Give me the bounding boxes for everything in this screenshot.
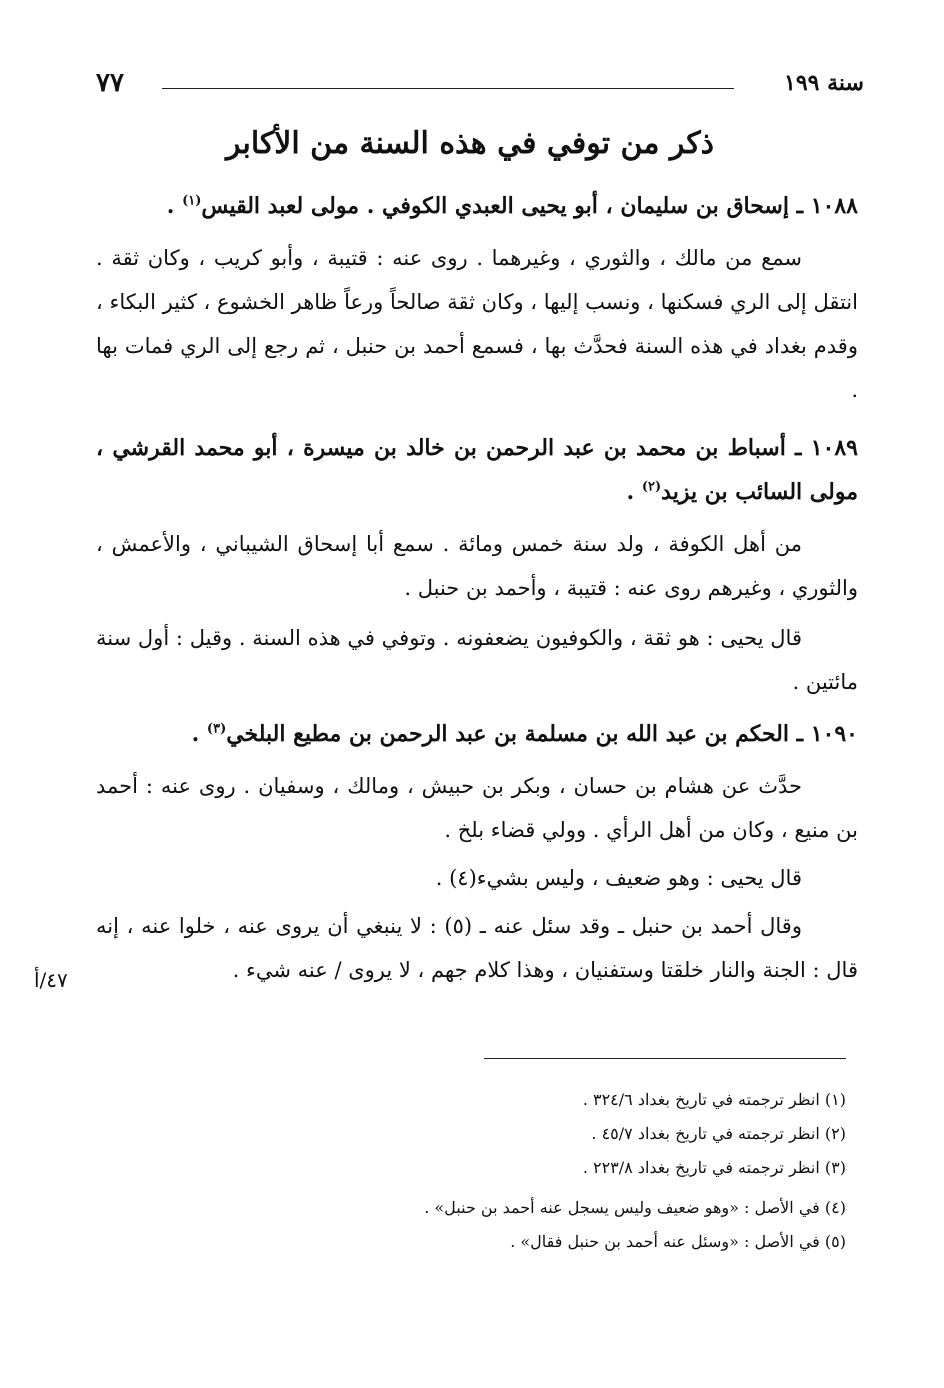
entry-heading: ١٠٨٩ ـ أسباط بن محمد بن عبد الرحمن بن خالد بن ميسرة ، أبو محمد القرشي ، مولى السائب بن يزيد$^{(٢)}$ . [96,435,858,505]
entry-1088 [96,184,858,412]
entry-paragraph: من أهل الكوفة ، ولد سنة خمس ومائة . سمع أبا إسحاق الشيباني ، والأعمش ، والثوري ، وغيرهم روى عنه : قتيبة ، وأحمد بن حنبل . [96,532,858,600]
entry-heading: ١٠٩٠ ـ الحكم بن عبد الله بن مسلمة بن عبد الرحمن بن مطيع البلخي$^{(٣)}$ . [191,721,858,747]
header-year: سنة ١٩٩ [784,70,864,96]
footnote: (١) انظر ترجمته في تاريخ بغداد ٣٢٤/٦ . [582,1090,846,1109]
section-title: ذكر من توفي في هذه السنة من الأكابر [225,126,715,161]
manuscript-folio-note: ٤٧/أ [34,968,68,992]
entry-paragraph: وقال أحمد بن حنبل ـ وقد سئل عنه ـ (٥) : لا ينبغي أن يروى عنه ، خلوا عنه ، إنه قال : الجنة والنار خلقتا وستفنيان ، وهذا كلام جهم ، لا يروى / عنه شيء . [96,914,858,982]
entry-paragraph: قال يحيى : هو ثقة ، والكوفيون يضعفونه . وتوفي في هذه السنة . وقيل : أول سنة مائتين . [96,626,858,694]
footnote-rule [484,1058,846,1059]
header-rule [162,88,734,89]
footnote-ref: (٣) [206,721,227,737]
entry-1090 [96,712,858,992]
footnote: (٣) انظر ترجمته في تاريخ بغداد ٢٢٣/٨ . [582,1158,846,1177]
entry-paragraph: قال يحيى : وهو ضعيف ، وليس بشيء(٤) . [435,866,802,890]
entry-paragraph: سمع من مالك ، والثوري ، وغيرهما . روى عنه : قتيبة ، وأبو كريب ، وكان ثقة . انتقل إلى الري فسكنها ، ونسب إليها ، وكان ثقة صالحاً ورعاً ظاهر الخشوع ، كثير البكاء ، وقدم بغداد في هذه السنة فحدَّث بها ، فسمع أحمد بن حنبل ، ثم رجع إلى الري فمات بها . [96,246,858,402]
footnote: (٢) انظر ترجمته في تاريخ بغداد ٤٥/٧ . [591,1124,846,1143]
footnote: (٥) في الأصل : «وسئل عنه أحمد بن حنبل فقال» . [510,1232,846,1251]
entry-heading: ١٠٨٨ ـ إسحاق بن سليمان ، أبو يحيى العبدي الكوفي . مولى لعبد القيس$^{(١)}$ . [166,193,858,219]
page-number: ٧٧ [96,68,124,98]
footnote-ref: (١) [182,193,202,209]
running-header [96,62,864,102]
footnote: (٤) في الأصل : «وهو ضعيف وليس يسجل عنه أحمد بن حنبل» . [424,1198,846,1217]
footnotes [346,1083,846,1259]
entry-paragraph: حدَّث عن هشام بن حسان ، وبكر بن حبيش ، ومالك ، وسفيان . روى عنه : أحمد بن منيع ، وكان من أهل الرأي . وولي قضاء بلخ . [96,774,858,842]
footnote-ref: (٢) [641,479,662,495]
entry-1089 [96,426,858,704]
